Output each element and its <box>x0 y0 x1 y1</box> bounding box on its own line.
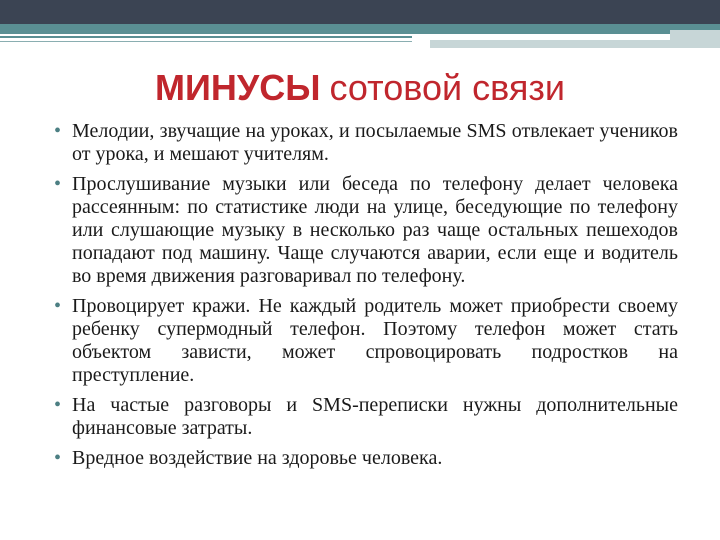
bullet-item: • Мелодии, звучащие на уроках, и посылаемые SMS отвлекает учеников от урока, и мешают учителям. <box>48 120 678 166</box>
bullet-item: • Вредное воздействие на здоровье человека. <box>48 447 678 470</box>
bullet-item: • Прослушивание музыки или беседа по телефону делает человека рассеянным: по статистике люди на улице, беседующие по телефону или слушающие музыку в несколько раз чаще остальных пешеходов попадают под машину. Чаще случаются аварии, если еще и водитель во время движения разговаривал по телефону. <box>48 173 678 288</box>
header-accent-line-white <box>430 38 670 40</box>
bullet-item: • Провоцирует кражи. Не каждый родитель может приобрести своему ребенку супермодный телефон. Поэтому телефон может стать объектом зависти, может спровоцировать подростков на преступление. <box>48 295 678 387</box>
bullet-list <box>48 120 678 477</box>
slide-title <box>0 66 720 110</box>
header-accent-line-thin <box>0 41 412 42</box>
slide-title-main: МИНУСЫ <box>155 67 321 108</box>
header-bar-teal <box>0 24 720 34</box>
header-bar-dark <box>0 0 720 24</box>
slide-title-rest: сотовой связи <box>329 67 565 108</box>
bullet-item: • На частые разговоры и SMS-переписки нужны дополнительные финансовые затраты. <box>48 394 678 440</box>
header-accent-line <box>0 36 412 38</box>
